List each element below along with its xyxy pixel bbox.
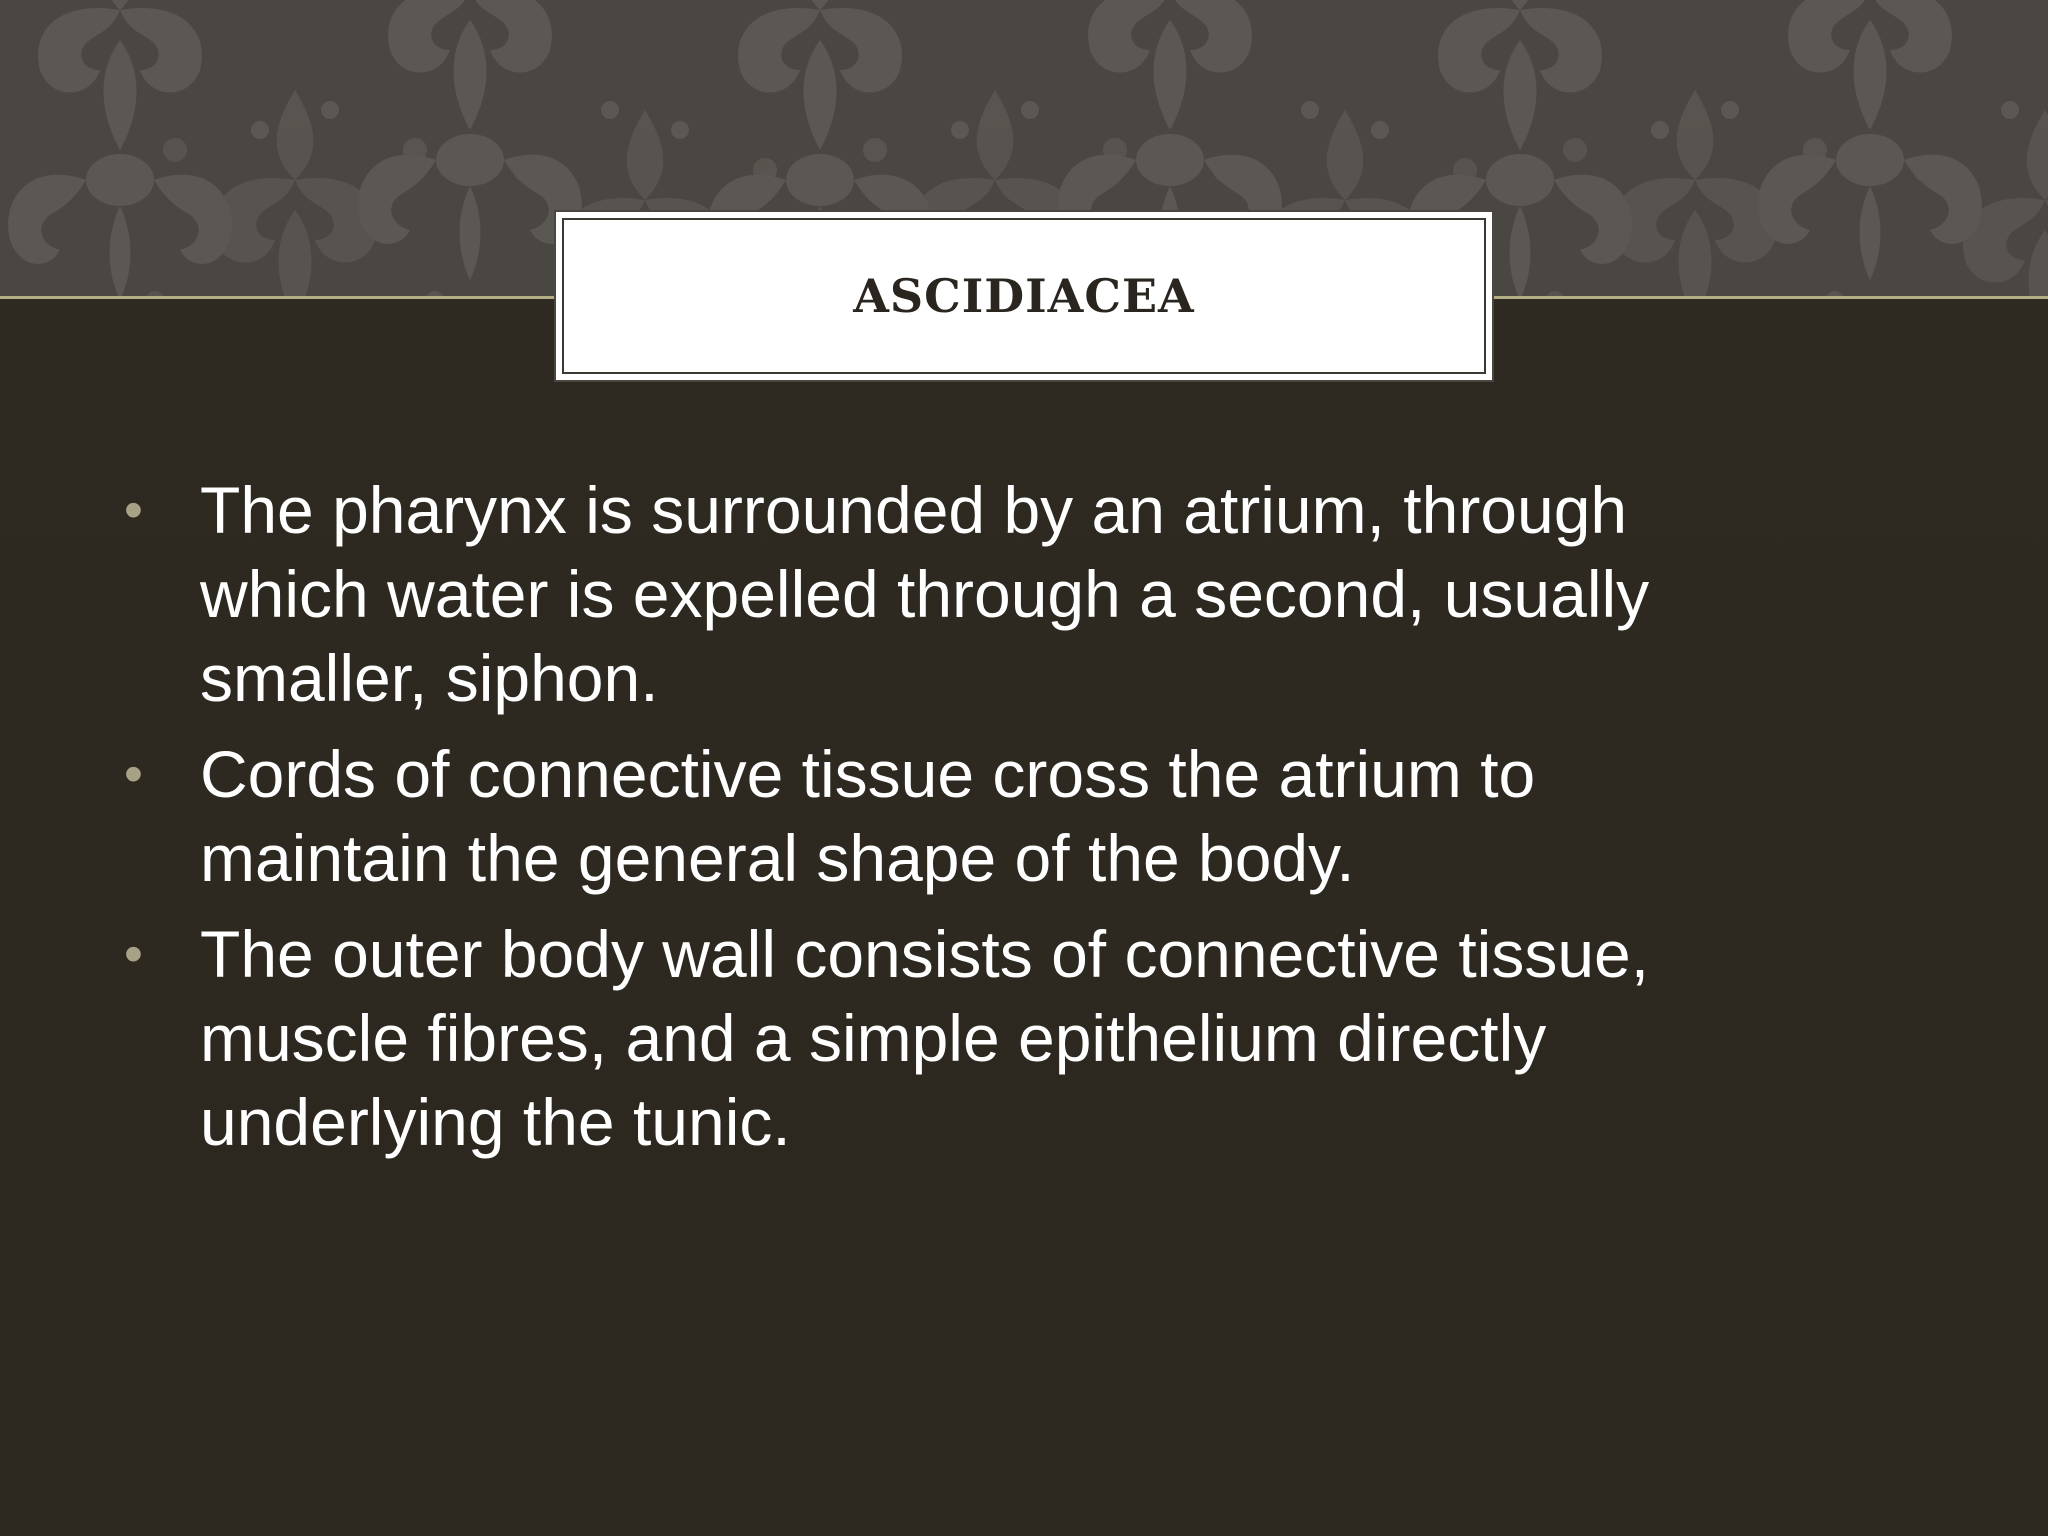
bullet-text: Cords of connective tissue cross the atrium to maintain the general shape of the body. (200, 737, 1536, 895)
bullet-item (0, 732, 1760, 900)
slide-title: ASCIDIACEA (853, 269, 1195, 323)
title-box (554, 210, 1494, 382)
bullet-item (0, 468, 1760, 720)
bullet-item (0, 912, 1760, 1164)
bullet-icon: • (124, 480, 143, 540)
bullet-text: The outer body wall consists of connective tissue, muscle fibres, and a simple epithelium directly underlying the tunic. (200, 917, 1650, 1159)
bullet-text: The pharynx is surrounded by an atrium, through which water is expelled through a second, usually smaller, siphon. (200, 473, 1650, 715)
title-frame (562, 218, 1486, 374)
bullet-list (0, 468, 2048, 1176)
bullet-icon: • (124, 744, 143, 804)
bullet-icon: • (124, 924, 143, 984)
